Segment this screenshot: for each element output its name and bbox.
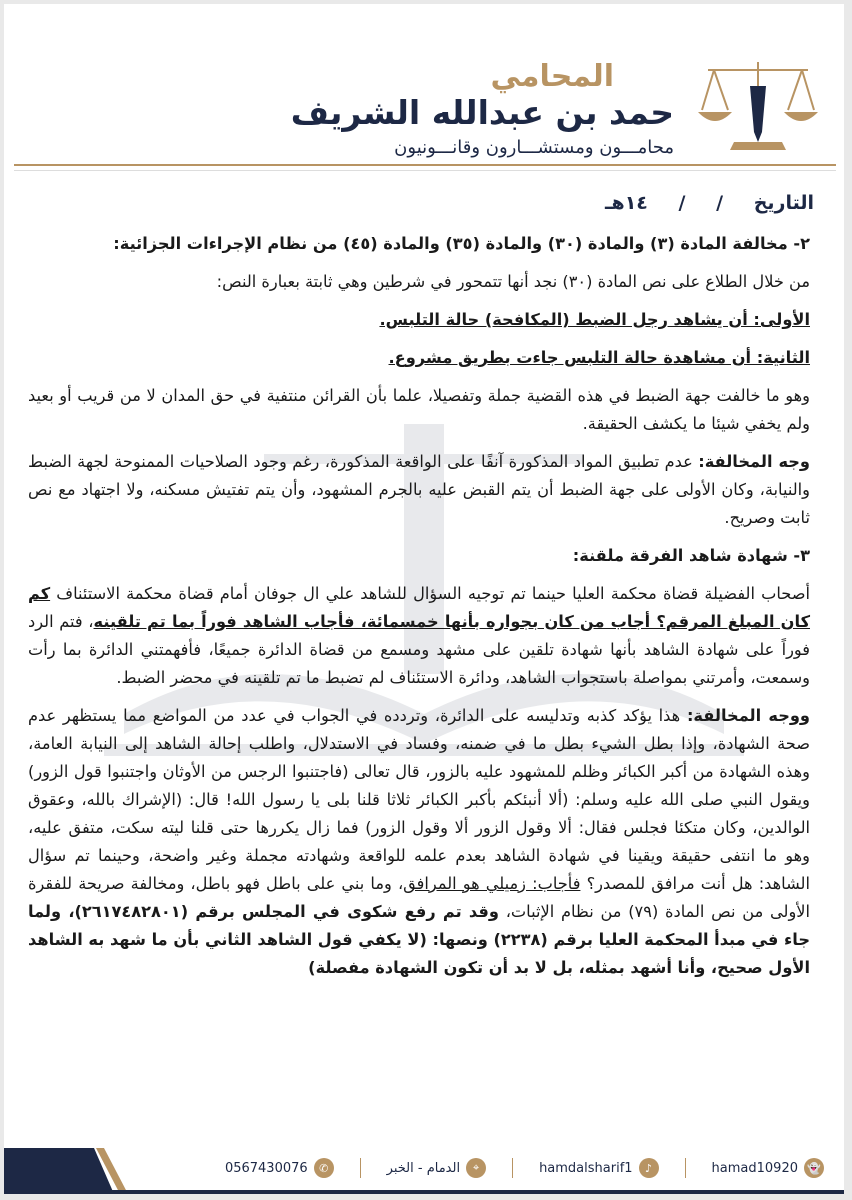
location-contact[interactable] [387, 1158, 486, 1178]
violation-text: عدم تطبيق المواد المذكورة آنفًا على الواقعة المذكورة، رغم وجود الصلاحيات الممنوحة لجهة الضبط والنيابة، وكان الأولى على جهة الضبط أن يتم القبض عليه بالجرم المشهود، وأن يتم تفتيش مسكنه، ولا اجتهاد مع نص ثابت وصريح. [28, 452, 810, 527]
section-heading-3: ٣- شهادة شاهد الفرقة ملقنة: [572, 546, 810, 565]
firm-header [254, 60, 674, 160]
condition-first: الأولى: أن يشاهد رجل الضبط (المكافحة) حالة التلبس. [379, 310, 810, 329]
testimony-paragraph [28, 580, 810, 692]
lawyer-name: حمد بن عبدالله الشريف [290, 93, 674, 132]
location-text: الدمام - الخبر [386, 1160, 461, 1176]
underlined-text: فأجاب: زميلي هو المرافق [403, 874, 581, 893]
footer-contacts [225, 1158, 824, 1178]
scales-of-justice-logo [694, 56, 822, 156]
tagline: محامـــون ومستشـــارون وقانـــونيون [394, 137, 674, 158]
snapchat-contact[interactable] [712, 1158, 824, 1178]
violation-paragraph [28, 448, 810, 532]
tiktok-contact[interactable] [539, 1158, 658, 1178]
condition-second: الثانية: أن مشاهدة حالة التلبس جاءت بطريق مشروع. [388, 348, 810, 367]
whatsapp-icon: ✆ [314, 1158, 334, 1178]
footer-separator [512, 1158, 513, 1178]
date-sep-1: / [716, 192, 724, 214]
tiktok-handle: hamdalsharif1 [539, 1160, 633, 1176]
phone-contact[interactable] [225, 1158, 334, 1178]
violation-label: وجه المخالفة: [698, 452, 810, 471]
text-span: أصحاب الفضيلة قضاة محكمة العليا حينما تم توجيه السؤال للشاهد علي ال جوفان أمام قضاة محكمة الاستئناف [50, 584, 810, 603]
footer-separator [685, 1158, 686, 1178]
phone-number: 0567430076 [224, 1160, 308, 1176]
date-label: التاريخ [753, 192, 814, 214]
snapchat-icon: 👻 [804, 1158, 824, 1178]
text-span: هذا يؤكد كذبه وتدليسه على الدائرة، وتردده في الجواب في عدد من المواضع مما يستظهر عدم صحة الشهادة، وإذا بطل الشيء بطل ما في ضمنه، وفساد في الاستدلال، واطلب إحالة الشاهد إلى النيابة العامة، وهذه الشهادة من أكبر الكبائر وظلم للمشهود عليه بالزور، قال تعالى (فاجتنبوا الرجس من الأوثان واجتنبوا قول الزور) ويقول النبي صلى الله عليه وسلم: (ألا أنبئكم بأكبر الكبائر ثلاثا قلنا بلى يا رسول الله! قال: (الإشراك بالله، وعقوق الوالدين، وكان متكئا فجلس فقال: ألا وقول الزور ألا وقول الزور) فما زال يكررها حتى قلنا ليته سكت، متفق عليه، وهو ما انتفى حقيقة ويقينا في شهادة الشاهد بعدم علمه للواقعة وشهادته مجملة وغير واضحة، وحينما تم سؤال الشاهد: هل أنت مرافق للمصدر؟ [28, 706, 810, 893]
text-span: ، فتم الرد فوراً على شهادة الشاهد بأنها شهادة تلقين على مشهد ومسمع من قضاة الدائرة جميعًا، فأفهمتني الدائرة بما رأت وسمعت، وأمرتني بمواصلة باستجواب الشاهد، ودائرة الاستئناف لم تضبط ما تم تلقينه في محضر الضبط. [28, 612, 810, 687]
header-divider-thin [14, 170, 836, 171]
date-line [581, 192, 814, 214]
paragraph: من خلال الطلاع على نص المادة (٣٠) نجد أنها تتمحور في شرطين وهي ثابتة بعبارة النص: [216, 272, 810, 291]
document-page [4, 4, 844, 1194]
violation-paragraph-2 [28, 702, 810, 982]
document-body [28, 230, 810, 992]
date-sep-2: / [678, 192, 686, 214]
footer-separator [360, 1158, 361, 1178]
text-span: ، وما بني على باطل فهو باطل، ومخالفة صريحة للفقرة الأولى من نص المادة (٧٩) من نظام الإثبات، [28, 874, 810, 921]
location-pin-icon: ⌖ [466, 1158, 486, 1178]
bold-text: وقد تم رفع شكوى في المجلس برقم (٢٦١٧٤٨٢٨٠١)، ولما جاء في مبدأ المحكمة العليا برقم (٢٢٣٨) ونصها: (لا يكفي قول الشاهد الثاني بأن ما شهد به الشاهد الأول صحيح، وأنا أشهد بمثله، بل لا بد أن تكون الشهادة مفصلة) [28, 902, 810, 977]
tiktok-icon: ♪ [639, 1158, 659, 1178]
title-small: المحامي [490, 59, 614, 94]
violation-label: ووجه المخالفة: [686, 706, 810, 725]
paragraph: وهو ما خالفت جهة الضبط في هذه القضية جملة وتفصيلا، علما بأن القرائن منتفية في حق المدان لا من قريب أو بعيد ولم يخفي شيئا ما يكشف الحقيقة. [28, 386, 810, 433]
snapchat-handle: hamad10920 [711, 1160, 798, 1176]
highlighted-text: كم كان المبلغ المرقم؟ أجاب من كان بجواره بأنها خمسمائة، فأجاب الشاهد فوراً بما تم تلقينه [28, 584, 810, 631]
header-divider [14, 164, 836, 166]
date-year: ١٤هـ [605, 192, 648, 214]
section-heading-2: ٢- مخالفة المادة (٣) والمادة (٣٠) والمادة (٣٥) والمادة (٤٥) من نظام الإجراءات الجزائية: [113, 234, 810, 253]
